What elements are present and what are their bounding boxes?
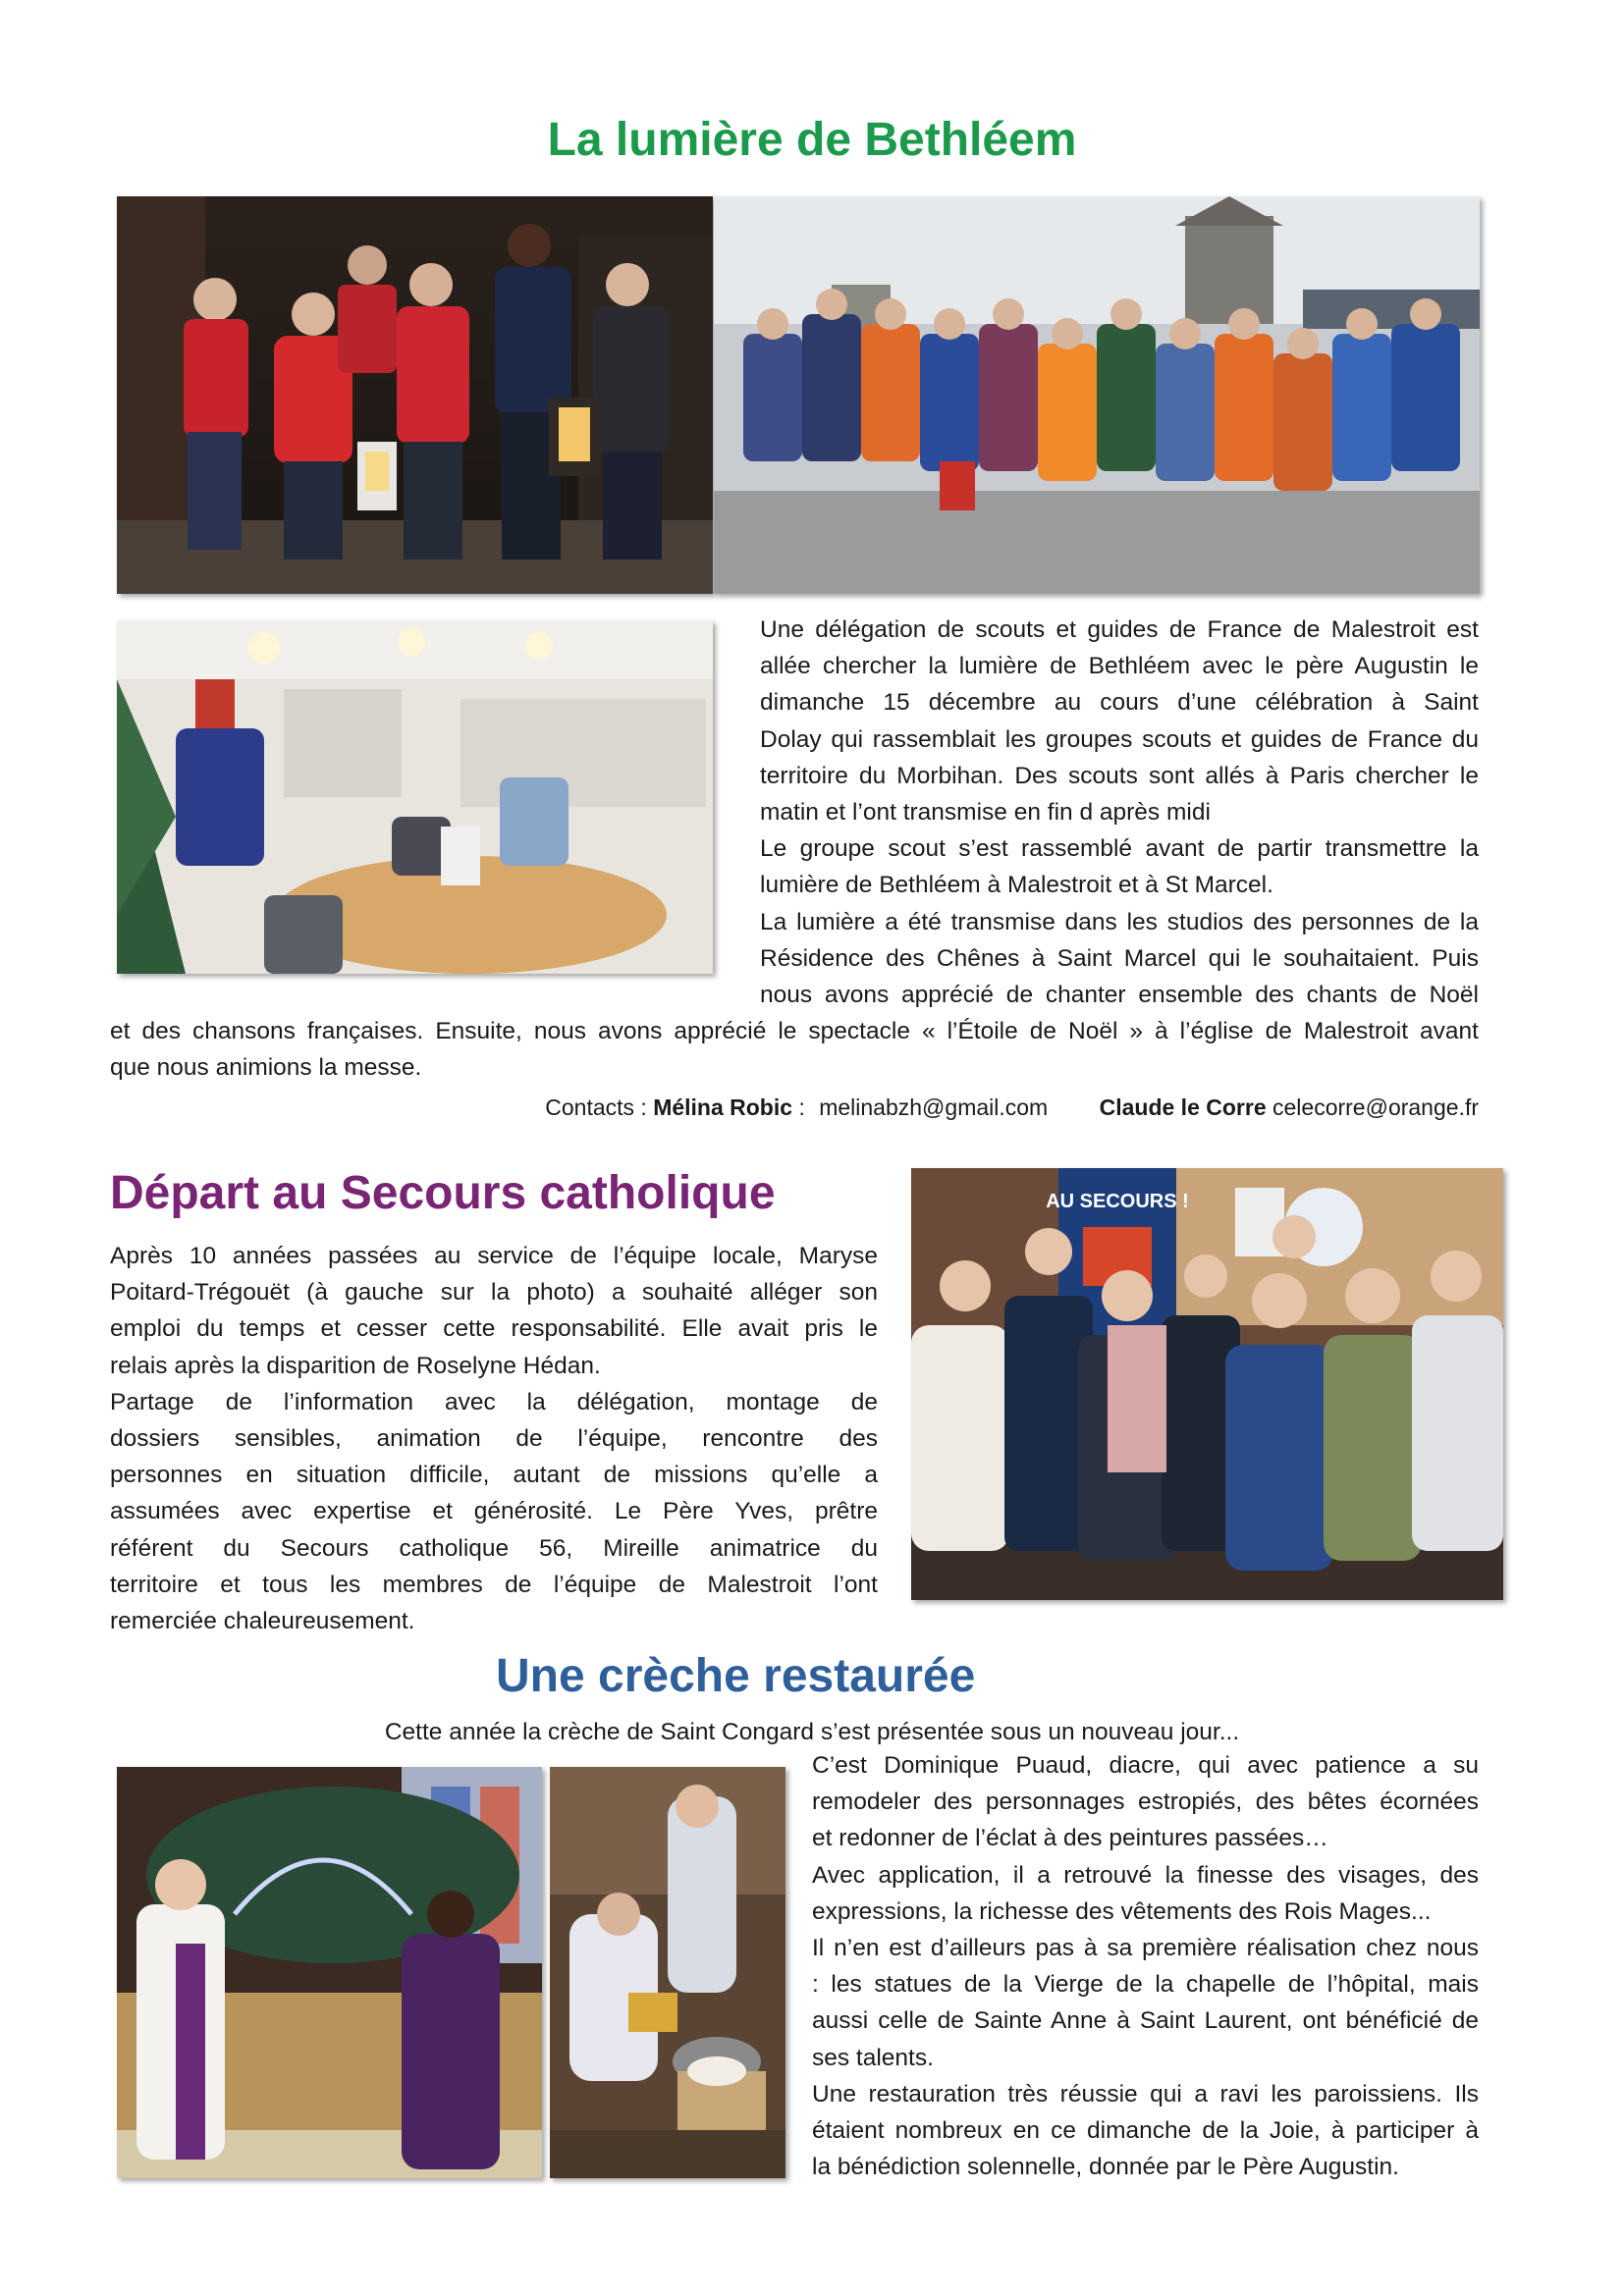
contacts-line [545, 1095, 1479, 1121]
text-line: remodeler des personnages estropiés, des bêtes écornées [812, 1789, 1479, 1816]
poster-text: AU SECOURS ! [1046, 1191, 1189, 1212]
text-line: assumées avec expertise et générosité. Le Père Yves, prêtre [110, 1498, 878, 1525]
text-line: Avec application, il a retrouvé la finesse des visages, des [812, 1861, 1479, 1889]
text-line: étaient nombreux en ce dimanche de la Joie, à participer à [812, 2117, 1479, 2145]
text-line: aussi celle de Sainte Anne à Saint Laurent, ont bénéficié de [812, 2007, 1479, 2035]
text-line: expressions, la richesse des vêtements des Rois Mages... [812, 1897, 1432, 1925]
section-title-bethleem: La lumière de Bethléem [547, 114, 1077, 166]
text-line: Poitard-Trégouët (à gauche sur la photo) a souhaité alléger son [110, 1279, 878, 1307]
text-line: personnes en situation difficile, autant de missions qu’elle a [110, 1462, 878, 1489]
section3-intro: Cette année la crèche de Saint Congard s’est présentée sous un nouveau jour... [384, 1719, 1240, 1745]
text-line: et redonner de l’éclat à des peintures passées… [812, 1825, 1328, 1852]
text-line: Le groupe scout s’est rassemblé avant de partir transmettre la [760, 835, 1479, 863]
section2-paragraph [110, 1238, 878, 1639]
contacts-label: Contacts : [545, 1095, 647, 1120]
photo-secours-catholique-team [911, 1168, 1503, 1600]
photo-scouts-group-outdoor [714, 196, 1480, 594]
text-line: C’est Dominique Puaud, diacre, qui avec patience a su [812, 1752, 1479, 1779]
text-line: Il n’en est d’ailleurs pas à sa première réalisation chez nous [812, 1935, 1479, 1962]
section3-paragraph [812, 1747, 1479, 2185]
text-line: : les statues de la Vierge de la chapelle de l’hôpital, mais [812, 1971, 1479, 1999]
section-title-secours: Départ au Secours catholique [110, 1167, 776, 1219]
text-line: dossiers sensibles, animation de l’équipe, rencontre des [110, 1425, 878, 1453]
text-line: et des chansons françaises. Ensuite, nous avons apprécié le spectacle « l’Étoile de Noël » à l’église de Malestroit avant [110, 1018, 1479, 1044]
text-line: Après 10 années passées au service de l’équipe locale, Maryse [110, 1243, 878, 1269]
contact-name-2: Claude le Corre [1099, 1095, 1267, 1120]
text-line: territoire et tous les membres de l’équipe de Malestroit l’ont [110, 1571, 878, 1598]
section-title-creche: Une crèche restaurée [496, 1650, 976, 1702]
text-line: La lumière a été transmise dans les studios des personnes de la [760, 908, 1479, 935]
text-line: emploi du temps et cesser cette responsabilité. Elle avait pris le [110, 1315, 878, 1343]
photo-nativity-statues [550, 1767, 785, 2178]
text-line: territoire du Morbihan. Des scouts sont allés à Paris chercher le [760, 762, 1479, 789]
text-line: remerciée chaleureusement. [110, 1608, 415, 1635]
text-line: référent du Secours catholique 56, Mireille animatrice du [110, 1534, 878, 1562]
text-line: Résidence des Chênes à Saint Marcel qui le souhaitaient. Puis [760, 944, 1479, 972]
section1-paragraph [760, 612, 1479, 1013]
text-line: relais après la disparition de Roselyne Hédan. [110, 1352, 601, 1379]
text-line: la bénédiction solennelle, donnée par le Père Augustin. [812, 2154, 1399, 2181]
photo-scouts-night-lanterns [117, 196, 713, 594]
text-line: que nous animions la messe. [110, 1054, 422, 1082]
text-line: allée chercher la lumière de Bethléem avec le père Augustin le [760, 653, 1479, 680]
contact-email-1[interactable]: melinabzh@gmail.com [819, 1095, 1049, 1120]
text-line: Partage de l’information avec la délégation, montage de [110, 1388, 878, 1415]
text-line: Une restauration très réussie qui a ravi les paroissiens. Ils [812, 2080, 1479, 2108]
text-line: Dolay qui rassemblait les groupes scouts et guides de France du [760, 725, 1479, 753]
contact-email-2[interactable]: celecorre@orange.fr [1272, 1095, 1479, 1120]
photo-priests-creche [117, 1767, 542, 2178]
text-line: nous avons apprécié de chanter ensemble des chants de Noël [760, 982, 1479, 1009]
contacts-separator: : [798, 1095, 805, 1120]
text-line: Une délégation de scouts et guides de France de Malestroit est [760, 616, 1479, 643]
text-line: ses talents. [812, 2044, 934, 2071]
contact-name-1: Mélina Robic [653, 1095, 793, 1120]
section1-continuation [110, 1013, 1479, 1086]
photo-residence-interior [117, 620, 713, 974]
text-line: dimanche 15 décembre au cours d’une célébration à Saint [760, 689, 1479, 717]
text-line: matin et l’ont transmise en fin d après midi [760, 799, 1211, 827]
text-line: lumière de Bethléem à Malestroit et à St Marcel. [760, 872, 1273, 899]
